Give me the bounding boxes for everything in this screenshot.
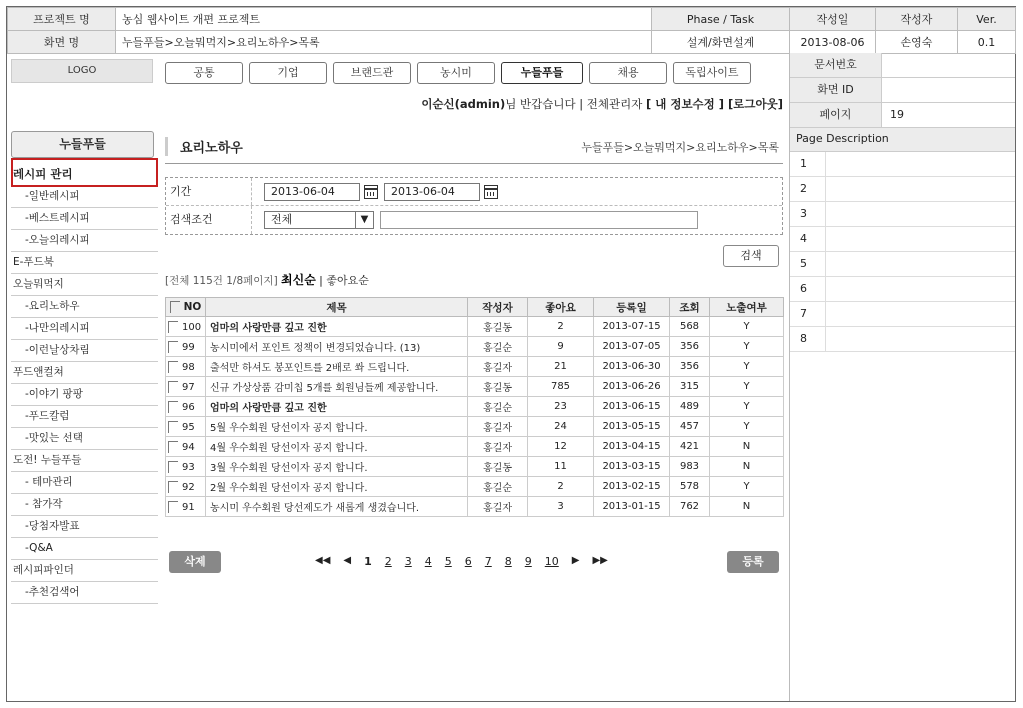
description-row-number: 4 bbox=[790, 227, 826, 251]
table-cell: 9 bbox=[528, 337, 594, 357]
sidebar-item[interactable]: -당첨자발표 bbox=[11, 516, 158, 538]
sort-latest[interactable]: 최신순 bbox=[281, 273, 316, 287]
sidebar-item[interactable]: -요리노하우 bbox=[11, 296, 158, 318]
sidebar-item[interactable]: -맛있는 선택 bbox=[11, 428, 158, 450]
user-greeting: 님 반갑습니다 | 전체관리자 bbox=[505, 97, 643, 111]
ver-value: 0.1 bbox=[958, 31, 1016, 54]
table-cell[interactable]: 농시미 우수회원 당선제도가 새롭게 생겼습니다. bbox=[206, 497, 468, 517]
table-row[interactable] bbox=[166, 497, 784, 517]
table-cell: 315 bbox=[670, 377, 710, 397]
description-row bbox=[790, 277, 1015, 302]
table-row[interactable] bbox=[166, 317, 784, 337]
page-link[interactable]: 3 bbox=[404, 555, 412, 568]
table-cell: 356 bbox=[670, 337, 710, 357]
table-cell[interactable]: 출석만 하셔도 봉포인트를 2배로 쏴 드립니다. bbox=[206, 357, 468, 377]
next-page-icon[interactable]: ▶ bbox=[571, 555, 580, 566]
table-cell: N bbox=[710, 497, 784, 517]
table-cell: 95 bbox=[166, 417, 206, 437]
table-cell: 2013-03-15 bbox=[594, 457, 670, 477]
table-row[interactable] bbox=[166, 477, 784, 497]
table-cell: 2 bbox=[528, 317, 594, 337]
table-cell: Y bbox=[710, 317, 784, 337]
table-cell: 96 bbox=[166, 397, 206, 417]
table-cell: 356 bbox=[670, 357, 710, 377]
calendar-icon[interactable] bbox=[484, 185, 498, 199]
table-cell: 12 bbox=[528, 437, 594, 457]
project-value: 농심 웹사이트 개편 프로젝트 bbox=[116, 8, 652, 31]
page-label: 페이지 bbox=[790, 103, 882, 127]
search-condition-select[interactable] bbox=[264, 211, 374, 229]
table-cell: 23 bbox=[528, 397, 594, 417]
row-checkbox[interactable] bbox=[168, 481, 178, 493]
table-cell: 98 bbox=[166, 357, 206, 377]
table-cell[interactable]: 4월 우수회원 당선이자 공지 합니다. bbox=[206, 437, 468, 457]
description-row bbox=[790, 327, 1015, 352]
table-cell: 97 bbox=[166, 377, 206, 397]
sidebar-item[interactable]: -오늘의레시피 bbox=[11, 230, 158, 252]
table-cell: 2013-06-15 bbox=[594, 397, 670, 417]
table-cell: 489 bbox=[670, 397, 710, 417]
topnav-tab[interactable]: 독립사이트 bbox=[673, 62, 751, 84]
chevron-down-icon[interactable]: ▼ bbox=[355, 212, 373, 228]
table-cell: 홍길자 bbox=[468, 497, 528, 517]
description-row-number: 5 bbox=[790, 252, 826, 276]
doc-header-table bbox=[7, 7, 1016, 54]
description-row-number: 8 bbox=[790, 327, 826, 351]
sidebar-item[interactable]: -나만의레시피 bbox=[11, 318, 158, 340]
topnav-tab[interactable]: 공통 bbox=[165, 62, 243, 84]
table-cell: 983 bbox=[670, 457, 710, 477]
table-row[interactable] bbox=[166, 357, 784, 377]
table-cell: 762 bbox=[670, 497, 710, 517]
screen-label: 화면 명 bbox=[8, 31, 116, 54]
table-cell: 홍길자 bbox=[468, 437, 528, 457]
register-button[interactable]: 등록 bbox=[727, 551, 779, 573]
doc-no-value bbox=[882, 53, 1015, 77]
column-header: NO bbox=[166, 298, 206, 317]
table-cell: Y bbox=[710, 397, 784, 417]
user-info bbox=[307, 96, 783, 112]
storyboard-frame bbox=[6, 6, 1016, 702]
phase-label: Phase / Task bbox=[652, 8, 790, 31]
table-cell: 홍길자 bbox=[468, 357, 528, 377]
page-value: 19 bbox=[890, 108, 904, 121]
description-row-number: 2 bbox=[790, 177, 826, 201]
sidebar-item[interactable]: -이런날상차림 bbox=[11, 340, 158, 362]
table-cell: 94 bbox=[166, 437, 206, 457]
topnav-tab[interactable]: 브랜드관 bbox=[333, 62, 411, 84]
pagination bbox=[315, 555, 621, 568]
last-page-icon[interactable]: ▶▶ bbox=[592, 555, 608, 566]
table-row[interactable] bbox=[166, 337, 784, 357]
sidebar-item[interactable]: E-푸드북 bbox=[11, 252, 158, 274]
table-cell: 11 bbox=[528, 457, 594, 477]
page-link[interactable]: 7 bbox=[484, 555, 492, 568]
table-cell: 2013-05-15 bbox=[594, 417, 670, 437]
table-cell[interactable]: 신규 가상상품 감미칩 5개를 회원님들께 제공합니다. bbox=[206, 377, 468, 397]
total-count: [전체 115건 1/8페이지] bbox=[165, 275, 278, 287]
project-label: 프로젝트 명 bbox=[8, 8, 116, 31]
logo: LOGO bbox=[11, 59, 153, 83]
sidebar-item[interactable]: -베스트레시피 bbox=[11, 208, 158, 230]
table-cell: 홍길동 bbox=[468, 457, 528, 477]
table-row[interactable] bbox=[166, 417, 784, 437]
description-row-text bbox=[826, 227, 1015, 251]
table-cell: Y bbox=[710, 377, 784, 397]
page-link[interactable]: 1 bbox=[364, 555, 372, 568]
search-filter bbox=[165, 177, 783, 235]
breadcrumb: 누들푸들>오늘뭐먹지>요리노하우>목록 bbox=[581, 141, 779, 154]
column-header: 노출여부 bbox=[710, 298, 784, 317]
table-row[interactable] bbox=[166, 377, 784, 397]
table-row[interactable] bbox=[166, 457, 784, 477]
calendar-icon[interactable] bbox=[364, 185, 378, 199]
sidebar-item[interactable]: - 참가작 bbox=[11, 494, 158, 516]
row-checkbox[interactable] bbox=[168, 501, 178, 513]
table-cell: 홍길자 bbox=[468, 417, 528, 437]
description-row-number: 7 bbox=[790, 302, 826, 326]
search-select-value: 전체 bbox=[271, 213, 293, 226]
delete-button[interactable]: 삭제 bbox=[169, 551, 221, 573]
table-cell: 93 bbox=[166, 457, 206, 477]
table-cell: 92 bbox=[166, 477, 206, 497]
sidebar-item[interactable]: -이야기 팡팡 bbox=[11, 384, 158, 406]
table-cell: 2013-06-30 bbox=[594, 357, 670, 377]
row-checkbox[interactable] bbox=[168, 341, 178, 353]
table-cell[interactable]: 엄마의 사랑만큼 깊고 진한 bbox=[206, 397, 468, 417]
table-cell: 421 bbox=[670, 437, 710, 457]
description-row bbox=[790, 152, 1015, 177]
search-condition-label: 검색조건 bbox=[166, 206, 252, 234]
date-label: 작성일 bbox=[790, 8, 876, 31]
table-cell: 91 bbox=[166, 497, 206, 517]
prev-page-icon[interactable]: ◀ bbox=[343, 555, 352, 566]
page-description-panel bbox=[789, 53, 1015, 701]
table-cell: 홍길순 bbox=[468, 477, 528, 497]
table-cell[interactable]: 농시미에서 포인트 정책이 변경되었습니다. (13) bbox=[206, 337, 468, 357]
table-cell: 2013-07-15 bbox=[594, 317, 670, 337]
table-cell: 568 bbox=[670, 317, 710, 337]
page-description-label: Page Description bbox=[790, 128, 1015, 152]
sidebar-tab[interactable]: 누들푸들 bbox=[11, 131, 154, 158]
topnav-tab[interactable]: 채용 bbox=[589, 62, 667, 84]
row-checkbox[interactable] bbox=[168, 441, 178, 453]
description-row-text bbox=[826, 252, 1015, 276]
date-from-input[interactable]: 2013-06-04 bbox=[264, 183, 360, 201]
page-link[interactable]: 5 bbox=[444, 555, 452, 568]
sidebar-item[interactable]: 레시피파인더 bbox=[11, 560, 158, 582]
table-cell: 홍길순 bbox=[468, 397, 528, 417]
checkbox-all[interactable] bbox=[170, 301, 180, 313]
description-row bbox=[790, 252, 1015, 277]
page-title: 요리노하우 bbox=[165, 137, 243, 156]
sidebar-menu bbox=[11, 164, 158, 604]
table-cell: 99 bbox=[166, 337, 206, 357]
table-cell: 2013-04-15 bbox=[594, 437, 670, 457]
author-label: 작성자 bbox=[876, 8, 958, 31]
period-label: 기간 bbox=[166, 178, 252, 205]
description-row bbox=[790, 302, 1015, 327]
table-cell: 24 bbox=[528, 417, 594, 437]
title-divider bbox=[165, 163, 783, 164]
screen-id-value bbox=[882, 78, 1015, 102]
table-cell: Y bbox=[710, 417, 784, 437]
description-row-text bbox=[826, 302, 1015, 326]
table-cell: Y bbox=[710, 337, 784, 357]
description-row-text bbox=[826, 202, 1015, 226]
top-navigation bbox=[165, 62, 757, 84]
highlight-box bbox=[11, 158, 158, 187]
description-row-number: 3 bbox=[790, 202, 826, 226]
table-row[interactable] bbox=[166, 397, 784, 417]
account-links[interactable]: [ 내 정보수정 ] [로그아웃] bbox=[645, 97, 783, 111]
column-header: 작성자 bbox=[468, 298, 528, 317]
sidebar-item[interactable]: -Q&A bbox=[11, 538, 158, 560]
topnav-tab[interactable]: 누들푸들 bbox=[501, 62, 583, 84]
phase-value: 설계/화면설계 bbox=[652, 31, 790, 54]
list-summary bbox=[165, 271, 369, 288]
table-cell: 2013-07-05 bbox=[594, 337, 670, 357]
description-row-number: 1 bbox=[790, 152, 826, 176]
table-cell: 홍길순 bbox=[468, 337, 528, 357]
ver-label: Ver. bbox=[958, 8, 1016, 31]
row-checkbox[interactable] bbox=[168, 401, 178, 413]
table-cell: N bbox=[710, 437, 784, 457]
screen-value: 누들푸들>오늘뭐먹지>요리노하우>목록 bbox=[116, 31, 652, 54]
table-cell: 457 bbox=[670, 417, 710, 437]
table-cell[interactable]: 2월 우수회원 당선이자 공지 합니다. bbox=[206, 477, 468, 497]
user-name: 이순신(admin) bbox=[421, 97, 506, 111]
description-row bbox=[790, 202, 1015, 227]
description-row-text bbox=[826, 177, 1015, 201]
doc-no-label: 문서번호 bbox=[790, 53, 882, 77]
table-cell: 3 bbox=[528, 497, 594, 517]
sidebar-item[interactable]: 오늘뭐먹지 bbox=[11, 274, 158, 296]
table-cell: 2013-06-26 bbox=[594, 377, 670, 397]
column-header: 좋아요 bbox=[528, 298, 594, 317]
sidebar-item[interactable]: -추천검색어 bbox=[11, 582, 158, 604]
screen-id-label: 화면 ID bbox=[790, 78, 882, 102]
sidebar-item[interactable]: -푸드칼럼 bbox=[11, 406, 158, 428]
table-cell: 785 bbox=[528, 377, 594, 397]
first-page-icon[interactable]: ◀◀ bbox=[315, 555, 331, 566]
page-link[interactable]: 4 bbox=[424, 555, 432, 568]
table-cell: 2 bbox=[528, 477, 594, 497]
row-checkbox[interactable] bbox=[168, 361, 178, 373]
sidebar-item[interactable]: 도전! 누들푸들 bbox=[11, 450, 158, 472]
date-value: 2013-08-06 bbox=[790, 31, 876, 54]
description-row-text bbox=[826, 327, 1015, 351]
table-cell: 578 bbox=[670, 477, 710, 497]
table-cell: 2013-01-15 bbox=[594, 497, 670, 517]
description-row-number: 6 bbox=[790, 277, 826, 301]
table-cell[interactable]: 엄마의 사랑만큼 깊고 진한 bbox=[206, 317, 468, 337]
date-to-input[interactable]: 2013-06-04 bbox=[384, 183, 480, 201]
table-cell: 21 bbox=[528, 357, 594, 377]
page-link[interactable]: 8 bbox=[504, 555, 512, 568]
row-checkbox[interactable] bbox=[168, 461, 178, 473]
table-cell[interactable]: 3월 우수회원 당선이자 공지 합니다. bbox=[206, 457, 468, 477]
row-checkbox[interactable] bbox=[168, 421, 178, 433]
sidebar-item[interactable]: -일반레시피 bbox=[11, 186, 158, 208]
recipe-list-table bbox=[165, 297, 784, 517]
description-row-text bbox=[826, 152, 1015, 176]
page-link[interactable]: 10 bbox=[544, 555, 559, 568]
search-button[interactable]: 검색 bbox=[723, 245, 779, 267]
table-cell: Y bbox=[710, 477, 784, 497]
search-input[interactable] bbox=[380, 211, 698, 229]
table-cell: 100 bbox=[166, 317, 206, 337]
author-value: 손영숙 bbox=[876, 31, 958, 54]
page-link[interactable]: 6 bbox=[464, 555, 472, 568]
table-cell[interactable]: 5월 우수회원 당선이자 공지 합니다. bbox=[206, 417, 468, 437]
table-cell: 홍길동 bbox=[468, 317, 528, 337]
row-checkbox[interactable] bbox=[168, 381, 178, 393]
column-header: 조회 bbox=[670, 298, 710, 317]
table-cell: 홍길동 bbox=[468, 377, 528, 397]
sidebar-item[interactable]: 푸드앤컬쳐 bbox=[11, 362, 158, 384]
sort-popular[interactable]: | 좋아요순 bbox=[319, 274, 369, 287]
table-cell: 2013-02-15 bbox=[594, 477, 670, 497]
page-link[interactable]: 2 bbox=[384, 555, 392, 568]
topnav-tab[interactable]: 농시미 bbox=[417, 62, 495, 84]
topnav-tab[interactable]: 기업 bbox=[249, 62, 327, 84]
column-header: 등록일 bbox=[594, 298, 670, 317]
description-row bbox=[790, 227, 1015, 252]
sidebar-item[interactable]: - 테마관리 bbox=[11, 472, 158, 494]
description-row bbox=[790, 177, 1015, 202]
sidebar-item[interactable]: 레시피 관리 bbox=[11, 164, 158, 186]
table-cell: N bbox=[710, 457, 784, 477]
row-checkbox[interactable] bbox=[168, 321, 178, 333]
page-link[interactable]: 9 bbox=[524, 555, 532, 568]
description-row-text bbox=[826, 277, 1015, 301]
table-row[interactable] bbox=[166, 437, 784, 457]
column-header: 제목 bbox=[206, 298, 468, 317]
table-cell: Y bbox=[710, 357, 784, 377]
